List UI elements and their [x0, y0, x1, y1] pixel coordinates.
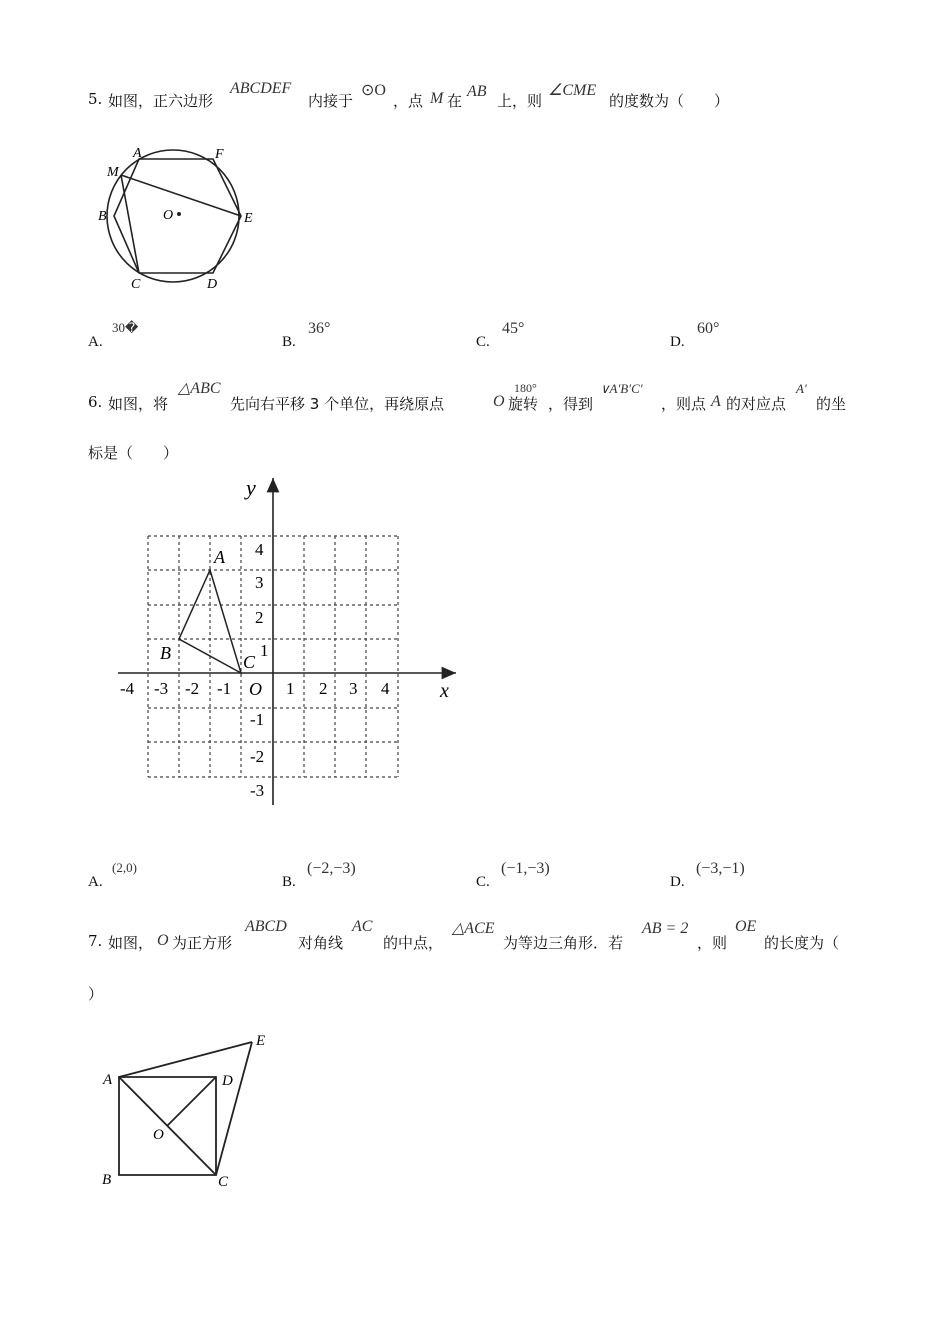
- label-C: C: [131, 277, 141, 292]
- point-C-label: C: [243, 652, 256, 672]
- q7-text-7: 的长度为（: [764, 934, 840, 952]
- q6-text-2: 先向右平移 3 个单位，再绕原点: [230, 395, 445, 413]
- q6-number: 6.: [88, 393, 103, 411]
- x-tick: 2: [319, 679, 328, 698]
- q6-math-image-triangle: ∨A′B′C′: [600, 381, 643, 396]
- q7-text-3: 对角线: [298, 934, 344, 952]
- q7-math-ac: AC: [352, 918, 373, 935]
- origin-label: O: [249, 679, 262, 699]
- x-tick: -1: [217, 679, 232, 698]
- q6-option-a-label: A.: [88, 874, 103, 890]
- q5-option-b-label: B.: [282, 334, 296, 350]
- q5-math-angle: ∠CME: [548, 82, 597, 99]
- q5-math-m: M: [430, 90, 444, 107]
- q7-math-ace: △ACE: [452, 920, 495, 937]
- q5-option-a-label: A.: [88, 334, 103, 350]
- q6-option-a-value: (2,0): [112, 860, 137, 875]
- y-tick: -2: [250, 747, 265, 766]
- point-A-label: A: [214, 547, 225, 567]
- y-axis-label: y: [246, 475, 256, 500]
- label-D: D: [222, 1073, 233, 1089]
- q7-math-o: O: [157, 932, 169, 949]
- y-tick: -3: [250, 781, 265, 800]
- q6-text-line2: 标是（ ）: [88, 444, 179, 462]
- label-A: A: [103, 1072, 113, 1088]
- q5-text-4: 在: [447, 92, 463, 110]
- y-tick: 2: [255, 608, 264, 627]
- label-D: D: [207, 277, 218, 292]
- x-tick: 3: [349, 679, 358, 698]
- x-tick: -4: [120, 679, 135, 698]
- q5-text-2: 内接于: [308, 92, 354, 110]
- q7-math-ab-eq: AB = 2: [642, 920, 689, 937]
- q7-text-5: 为等边三角形．若: [503, 934, 624, 952]
- y-tick: 1: [260, 641, 269, 660]
- q5-text-1: 如图，正六边形: [108, 92, 214, 110]
- label-F: F: [215, 147, 224, 162]
- q6-text-3: 旋转: [508, 395, 539, 413]
- q5-math-circle: ⊙O: [361, 82, 386, 99]
- label-B: B: [102, 1172, 112, 1188]
- q5-math-arc: AB: [467, 83, 487, 100]
- x-tick: -3: [154, 679, 169, 698]
- q6-math-a-prime: A′: [796, 381, 807, 396]
- q7-number: 7.: [88, 932, 103, 950]
- label-O: O: [153, 1127, 164, 1143]
- q5-text-3: ，点: [393, 92, 424, 110]
- y-tick: 3: [255, 573, 264, 592]
- q5-math-hexagon: ABCDEF: [230, 80, 292, 97]
- label-M: M: [107, 165, 119, 180]
- q5-option-b-value: 36°: [308, 320, 331, 337]
- q7-square-figure: [98, 1025, 278, 1195]
- q6-text-4: ，得到: [548, 395, 594, 413]
- q6-math-180: 180°: [514, 381, 537, 395]
- q6-text-7: 的坐: [816, 395, 847, 413]
- q7-math-square: ABCD: [245, 918, 287, 935]
- q7-math-oe: OE: [735, 918, 757, 935]
- q7-text-1: 如图，: [108, 934, 154, 952]
- q6-option-d-label: D.: [670, 874, 685, 890]
- q5-text-6: 的度数为（ ）: [609, 92, 730, 110]
- x-tick: 1: [286, 679, 295, 698]
- q6-option-b-label: B.: [282, 874, 296, 890]
- q5-option-a-value: 30�: [112, 320, 139, 335]
- x-tick: 4: [381, 679, 390, 698]
- label-B: B: [98, 209, 107, 224]
- y-tick: -1: [250, 710, 265, 729]
- q7-text-6: ，则: [697, 934, 728, 952]
- q5-text-5: 上，则: [497, 92, 543, 110]
- q6-option-c-label: C.: [476, 874, 490, 890]
- q5-number: 5.: [88, 90, 103, 108]
- x-tick: -2: [185, 679, 200, 698]
- q6-text-5: ，则点: [661, 395, 707, 413]
- q5-option-c-value: 45°: [502, 320, 525, 337]
- q7-text-line2: ）: [88, 985, 104, 1003]
- label-E: E: [244, 211, 253, 226]
- q6-math-triangle: △ABC: [178, 380, 221, 397]
- q6-text-6: 的对应点: [726, 395, 787, 413]
- label-C: C: [218, 1174, 229, 1190]
- x-axis-label: x: [440, 680, 449, 702]
- point-B-label: B: [160, 643, 171, 663]
- q6-option-d-value: (−3,−1): [696, 860, 745, 877]
- q6-text-1: 如图，将: [108, 395, 169, 413]
- q5-option-d-label: D.: [670, 334, 685, 350]
- label-E: E: [256, 1033, 266, 1049]
- q5-option-c-label: C.: [476, 334, 490, 350]
- y-tick: 4: [255, 540, 264, 559]
- q5-hexagon-figure: [95, 140, 270, 295]
- q6-math-o: O: [493, 393, 505, 410]
- q6-option-c-value: (−1,−3): [501, 860, 550, 877]
- q6-option-b-value: (−2,−3): [307, 860, 356, 877]
- q5-option-d-value: 60°: [697, 320, 720, 337]
- label-A: A: [133, 146, 142, 161]
- q6-coordinate-figure: [110, 470, 470, 810]
- q7-text-4: 的中点，: [383, 934, 444, 952]
- q6-math-a: A: [711, 393, 721, 410]
- q7-text-2: 为正方形: [172, 934, 233, 952]
- label-O: O: [163, 208, 174, 223]
